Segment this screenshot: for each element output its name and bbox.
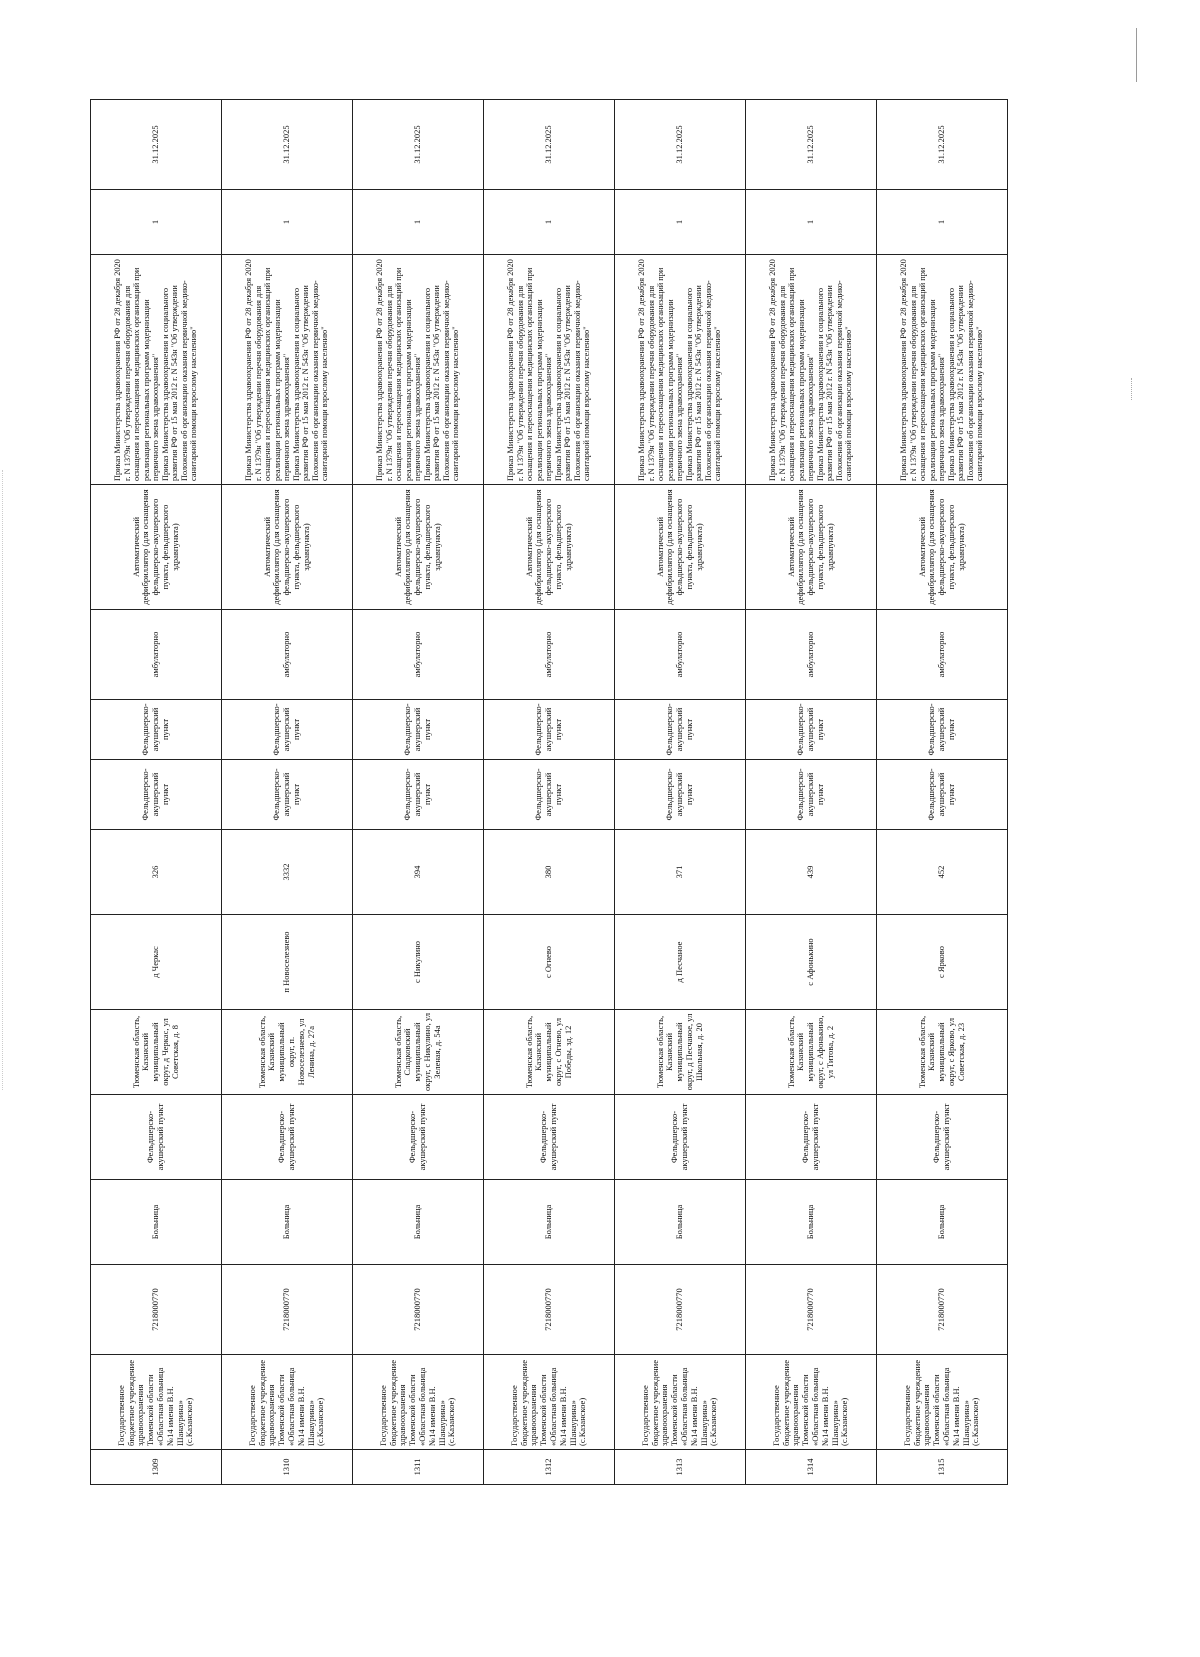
population: 394 — [353, 830, 484, 915]
subdivision-type: Фельдшерско-акушерский пункт — [222, 1095, 353, 1180]
deadline-date: 31.12.2025 — [746, 100, 877, 190]
unit-type: Фельдшерско-акушерский пункт — [746, 760, 877, 830]
legal-basis: Приказ Министерства здравоохранения РФ от 28 декабря 2020 г. N 1379н "Об утверждении перечня оборудования для оснащения и переоснащения медицинских организаций при реализации региональных программ модернизации первичного звена здравоохранения" Приказ Министерства здравоохранения и социального развития РФ от 15 мая 2012 г. N 543н "Об утверждении Положения об организации оказания первичной медико-санитарной помощи взрослому населению" — [615, 255, 746, 485]
care-mode: амбулаторно — [615, 610, 746, 700]
unit-detail: Фельдшерско-акушерский пункт — [877, 700, 1008, 760]
care-mode: амбулаторно — [353, 610, 484, 700]
quantity: 1 — [222, 190, 353, 255]
address: Тюменская область, Казанский муниципальный округ, с Ярково, ул Советская, д. 23 — [877, 1010, 1008, 1095]
settlement: с Афонькино — [746, 915, 877, 1010]
quantity: 1 — [746, 190, 877, 255]
population: 380 — [484, 830, 615, 915]
equipment-name: Автоматический дефибриллятор (для оснащения фельдшерско-акушерского пункта, фельдшерского здравпункта) — [484, 485, 615, 610]
scan-margin-dots — [1131, 378, 1132, 400]
organization-name: Государственное бюджетное учреждение здравоохранения Тюменской области «Областная больница №14 имени В.Н. Шанаурина» (с.Казанское) — [746, 1355, 877, 1450]
inn: 7218000770 — [877, 1265, 1008, 1355]
rotated-table-wrapper — [90, 100, 1008, 1485]
table-row — [615, 100, 746, 1485]
unit-type: Фельдшерско-акушерский пункт — [222, 760, 353, 830]
facility-type: Больница — [353, 1180, 484, 1265]
population: 452 — [877, 830, 1008, 915]
table-row — [91, 100, 222, 1485]
facility-type: Больница — [615, 1180, 746, 1265]
legal-basis: Приказ Министерства здравоохранения РФ от 28 декабря 2020 г. N 1379н "Об утверждении перечня оборудования для оснащения и переоснащения медицинских организаций при реализации региональных программ модернизации первичного звена здравоохранения" Приказ Министерства здравоохранения и социального развития РФ от 15 мая 2012 г. N 543н "Об утверждении Положения об организации оказания первичной медико-санитарной помощи взрослому населению" — [222, 255, 353, 485]
address: Тюменская область, Казанский муниципальный округ, д Черкас, ул Советская, д. 8 — [91, 1010, 222, 1095]
deadline-date: 31.12.2025 — [877, 100, 1008, 190]
organization-name: Государственное бюджетное учреждение здравоохранения Тюменской области «Областная больница №14 имени В.Н. Шанаурина» (с.Казанское) — [91, 1355, 222, 1450]
quantity: 1 — [484, 190, 615, 255]
care-mode: амбулаторно — [484, 610, 615, 700]
row-number: 1310 — [222, 1450, 353, 1485]
facility-type: Больница — [484, 1180, 615, 1265]
facility-type: Больница — [222, 1180, 353, 1265]
settlement: д Черкас — [91, 915, 222, 1010]
unit-detail: Фельдшерско-акушерский пункт — [484, 700, 615, 760]
organization-name: Государственное бюджетное учреждение здравоохранения Тюменской области «Областная больница №14 имени В.Н. Шанаурина» (с.Казанское) — [877, 1355, 1008, 1450]
subdivision-type: Фельдшерско-акушерский пункт — [484, 1095, 615, 1180]
address: Тюменская область, Казанский муниципальный округ, п. Новоселезнево, ул Ленина, д. 27а — [222, 1010, 353, 1095]
unit-type: Фельдшерско-акушерский пункт — [353, 760, 484, 830]
table-row — [222, 100, 353, 1485]
table-row — [746, 100, 877, 1485]
facility-type: Больница — [91, 1180, 222, 1265]
address: Тюменская область, Казанский муниципальный округ, д Песчаное, ул Школьная, д. 20 — [615, 1010, 746, 1095]
equipment-name: Автоматический дефибриллятор (для оснащения фельдшерско-акушерского пункта, фельдшерского здравпункта) — [746, 485, 877, 610]
deadline-date: 31.12.2025 — [615, 100, 746, 190]
equipment-name: Автоматический дефибриллятор (для оснащения фельдшерско-акушерского пункта, фельдшерского здравпункта) — [222, 485, 353, 610]
settlement: с Огнево — [484, 915, 615, 1010]
unit-type: Фельдшерско-акушерский пункт — [91, 760, 222, 830]
deadline-date: 31.12.2025 — [484, 100, 615, 190]
subdivision-type: Фельдшерско-акушерский пункт — [353, 1095, 484, 1180]
row-number: 1315 — [877, 1450, 1008, 1485]
table-row — [484, 100, 615, 1485]
unit-detail: Фельдшерско-акушерский пункт — [91, 700, 222, 760]
unit-type: Фельдшерско-акушерский пункт — [877, 760, 1008, 830]
settlement: с Никулино — [353, 915, 484, 1010]
legal-basis: Приказ Министерства здравоохранения РФ от 28 декабря 2020 г. N 1379н "Об утверждении перечня оборудования для оснащения и переоснащения медицинских организаций при реализации региональных программ модернизации первичного звена здравоохранения" Приказ Министерства здравоохранения и социального развития РФ от 15 мая 2012 г. N 543н "Об утверждении Положения об организации оказания первичной медико-санитарной помощи взрослому населению" — [877, 255, 1008, 485]
row-number: 1309 — [91, 1450, 222, 1485]
subdivision-type: Фельдшерско-акушерский пункт — [91, 1095, 222, 1180]
quantity: 1 — [353, 190, 484, 255]
unit-type: Фельдшерско-акушерский пункт — [484, 760, 615, 830]
equipment-name: Автоматический дефибриллятор (для оснащения фельдшерско-акушерского пункта, фельдшерского здравпункта) — [615, 485, 746, 610]
subdivision-type: Фельдшерско-акушерский пункт — [746, 1095, 877, 1180]
inn: 7218000770 — [746, 1265, 877, 1355]
unit-detail: Фельдшерско-акушерский пункт — [353, 700, 484, 760]
legal-basis: Приказ Министерства здравоохранения РФ от 28 декабря 2020 г. N 1379н "Об утверждении перечня оборудования для оснащения и переоснащения медицинских организаций при реализации региональных программ модернизации первичного звена здравоохранения" Приказ Министерства здравоохранения и социального развития РФ от 15 мая 2012 г. N 543н "Об утверждении Положения об организации оказания первичной медико-санитарной помощи взрослому населению" — [484, 255, 615, 485]
organization-name: Государственное бюджетное учреждение здравоохранения Тюменской области «Областная больница №14 имени В.Н. Шанаурина» (с.Казанское) — [222, 1355, 353, 1450]
unit-detail: Фельдшерско-акушерский пункт — [222, 700, 353, 760]
scan-edge-line — [2, 470, 3, 1090]
table-row — [877, 100, 1008, 1485]
row-number: 1313 — [615, 1450, 746, 1485]
table-row — [353, 100, 484, 1485]
legal-basis: Приказ Министерства здравоохранения РФ от 28 декабря 2020 г. N 1379н "Об утверждении перечня оборудования для оснащения и переоснащения медицинских организаций при реализации региональных программ модернизации первичного звена здравоохранения" Приказ Министерства здравоохранения и социального развития РФ от 15 мая 2012 г. N 543н "Об утверждении Положения об организации оказания первичной медико-санитарной помощи взрослому населению" — [353, 255, 484, 485]
unit-type: Фельдшерско-акушерский пункт — [615, 760, 746, 830]
organization-name: Государственное бюджетное учреждение здравоохранения Тюменской области «Областная больница №14 имени В.Н. Шанаурина» (с.Казанское) — [484, 1355, 615, 1450]
quantity: 1 — [615, 190, 746, 255]
deadline-date: 31.12.2025 — [353, 100, 484, 190]
organization-name: Государственное бюджетное учреждение здравоохранения Тюменской области «Областная больница №14 имени В.Н. Шанаурина» (с.Казанское) — [615, 1355, 746, 1450]
population: 371 — [615, 830, 746, 915]
scan-margin-line — [1136, 28, 1137, 82]
deadline-date: 31.12.2025 — [222, 100, 353, 190]
settlement: п Новоселезнево — [222, 915, 353, 1010]
address: Тюменская область, Казанский муниципальный округ, с Афонькино, ул Титова, д. 2 — [746, 1010, 877, 1095]
address: Тюменская область, Сладковский муниципальный округ, с Никулино, ул Зеленая, д. 54а — [353, 1010, 484, 1095]
care-mode: амбулаторно — [877, 610, 1008, 700]
legal-basis: Приказ Министерства здравоохранения РФ от 28 декабря 2020 г. N 1379н "Об утверждении перечня оборудования для оснащения и переоснащения медицинских организаций при реализации региональных программ модернизации первичного звена здравоохранения" Приказ Министерства здравоохранения и социального развития РФ от 15 мая 2012 г. N 543н "Об утверждении Положения об организации оказания первичной медико-санитарной помощи взрослому населению" — [746, 255, 877, 485]
inn: 7218000770 — [222, 1265, 353, 1355]
equipment-name: Автоматический дефибриллятор (для оснащения фельдшерско-акушерского пункта, фельдшерского здравпункта) — [353, 485, 484, 610]
quantity: 1 — [91, 190, 222, 255]
unit-detail: Фельдшерско-акушерский пункт — [615, 700, 746, 760]
facility-type: Больница — [746, 1180, 877, 1265]
equipment-table — [90, 99, 1008, 1485]
organization-name: Государственное бюджетное учреждение здравоохранения Тюменской области «Областная больница №14 имени В.Н. Шанаурина» (с.Казанское) — [353, 1355, 484, 1450]
row-number: 1311 — [353, 1450, 484, 1485]
deadline-date: 31.12.2025 — [91, 100, 222, 190]
population: 3332 — [222, 830, 353, 915]
care-mode: амбулаторно — [746, 610, 877, 700]
settlement: с Ярково — [877, 915, 1008, 1010]
population: 326 — [91, 830, 222, 915]
row-number: 1312 — [484, 1450, 615, 1485]
address: Тюменская область, Казанский муниципальный округ, с Огнево, ул Победы, зд. 12 — [484, 1010, 615, 1095]
inn: 7218000770 — [615, 1265, 746, 1355]
subdivision-type: Фельдшерско-акушерский пункт — [877, 1095, 1008, 1180]
inn: 7218000770 — [484, 1265, 615, 1355]
settlement: д Песчаное — [615, 915, 746, 1010]
equipment-name: Автоматический дефибриллятор (для оснащения фельдшерско-акушерского пункта, фельдшерского здравпункта) — [877, 485, 1008, 610]
unit-detail: Фельдшерско-акушерский пункт — [746, 700, 877, 760]
quantity: 1 — [877, 190, 1008, 255]
legal-basis: Приказ Министерства здравоохранения РФ от 28 декабря 2020 г. N 1379н "Об утверждении перечня оборудования для оснащения и переоснащения медицинских организаций при реализации региональных программ модернизации первичного звена здравоохранения" Приказ Министерства здравоохранения и социального развития РФ от 15 мая 2012 г. N 543н "Об утверждении Положения об организации оказания первичной медико-санитарной помощи взрослому населению" — [91, 255, 222, 485]
row-number: 1314 — [746, 1450, 877, 1485]
facility-type: Больница — [877, 1180, 1008, 1265]
population: 439 — [746, 830, 877, 915]
equipment-name: Автоматический дефибриллятор (для оснащения фельдшерско-акушерского пункта, фельдшерского здравпункта) — [91, 485, 222, 610]
subdivision-type: Фельдшерско-акушерский пункт — [615, 1095, 746, 1180]
care-mode: амбулаторно — [222, 610, 353, 700]
care-mode: амбулаторно — [91, 610, 222, 700]
inn: 7218000770 — [91, 1265, 222, 1355]
inn: 7218000770 — [353, 1265, 484, 1355]
